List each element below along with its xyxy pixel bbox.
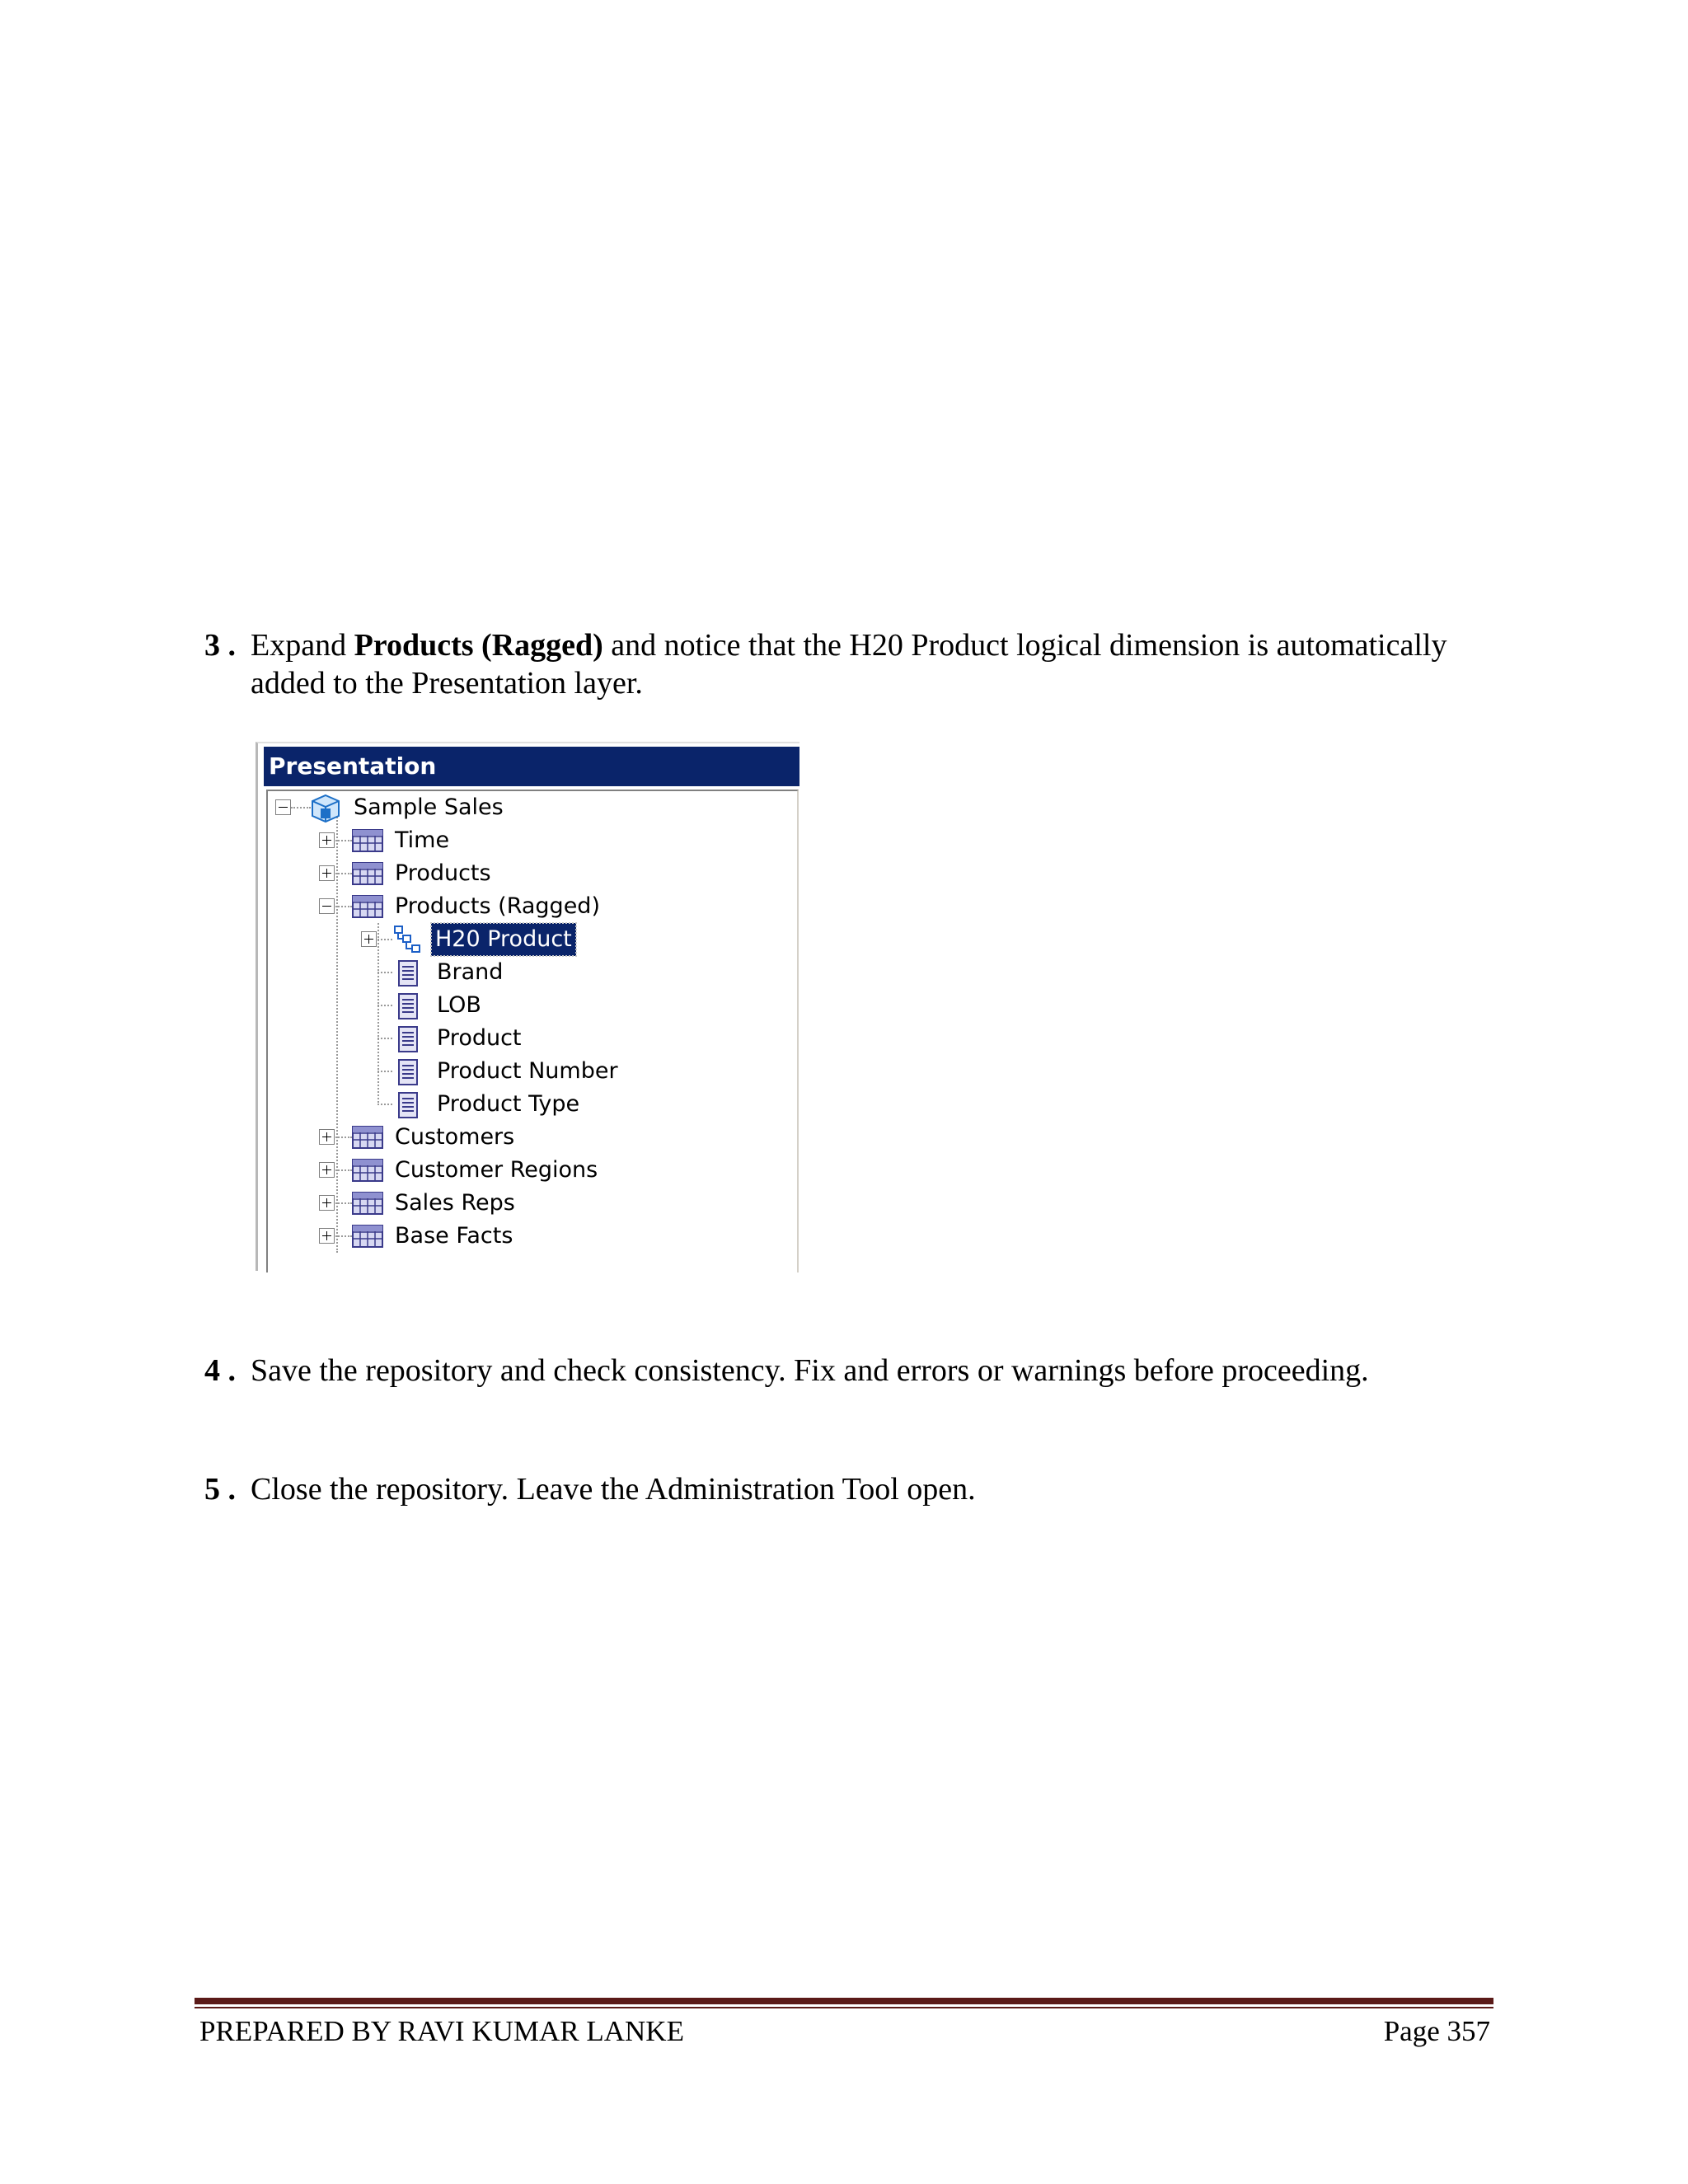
table-icon — [352, 895, 383, 928]
step-5 — [204, 1470, 1540, 1511]
expand-icon[interactable] — [319, 1162, 335, 1178]
tree-item-label: Product — [437, 1025, 522, 1051]
tree-item-label: Customer Regions — [395, 1157, 598, 1183]
column-icon — [398, 960, 418, 996]
step-number: 3 . — [204, 628, 236, 663]
expand-icon[interactable] — [319, 1195, 335, 1211]
tree-item-label: Products — [395, 860, 491, 886]
table-icon — [352, 829, 383, 862]
tree-item-label: Base Facts — [395, 1223, 513, 1249]
step-text-bold: Products (Ragged) — [354, 628, 603, 663]
expand-icon[interactable] — [319, 865, 335, 881]
tree-item-label: LOB — [437, 992, 481, 1018]
step-text: Close the repository. Leave the Administration Tool open. — [251, 1472, 976, 1507]
hierarchy-icon — [393, 925, 423, 964]
expand-icon[interactable] — [319, 1228, 335, 1244]
step-text-rest: and notice that the H20 Product logical dimension is automatically — [603, 628, 1447, 663]
footer-rule-thin — [195, 2007, 1493, 2008]
column-icon — [398, 993, 418, 1029]
tree-item-label: Brand — [437, 959, 504, 985]
expand-icon[interactable] — [361, 931, 377, 947]
page-number: Page 357 — [1383, 2015, 1490, 2047]
tree-item-label: Product Type — [437, 1091, 580, 1117]
step-3 — [204, 626, 1540, 709]
collapse-icon[interactable] — [275, 799, 291, 815]
tree-item-label: Sales Reps — [395, 1190, 515, 1216]
table-icon — [352, 1126, 383, 1159]
step-text-line2: added to the Presentation layer. — [251, 666, 643, 701]
column-icon — [398, 1026, 418, 1062]
table-icon — [352, 1225, 383, 1258]
tree-item-label: H20 Product — [431, 923, 576, 956]
tree-item-label: Customers — [395, 1124, 515, 1150]
footer-author: PREPARED BY RAVI KUMAR LANKE — [199, 2015, 684, 2047]
panel-title: Presentation — [264, 747, 799, 786]
step-number: 5 . — [204, 1472, 236, 1507]
table-icon — [352, 1192, 383, 1225]
table-icon — [352, 1159, 383, 1192]
footer-rule — [195, 1998, 1493, 2004]
column-icon — [398, 1059, 418, 1095]
tree-item-label: Product Number — [437, 1058, 618, 1084]
step-number: 4 . — [204, 1353, 236, 1388]
collapse-icon[interactable] — [319, 898, 335, 914]
table-icon — [352, 862, 383, 895]
presentation-tree — [266, 790, 799, 1272]
expand-icon[interactable] — [319, 832, 335, 848]
step-4 — [204, 1352, 1540, 1393]
catalog-icon — [309, 794, 342, 833]
tree-item-label: Products (Ragged) — [395, 893, 600, 919]
step-text-pre: Expand — [251, 628, 354, 663]
expand-icon[interactable] — [319, 1129, 335, 1145]
tree-item-label: Time — [395, 827, 450, 853]
step-text — [251, 626, 1540, 702]
presentation-panel — [256, 742, 799, 1271]
step-text: Save the repository and check consistency. Fix and errors or warnings before proceeding. — [251, 1353, 1369, 1388]
tree-item-label: Sample Sales — [354, 794, 504, 820]
